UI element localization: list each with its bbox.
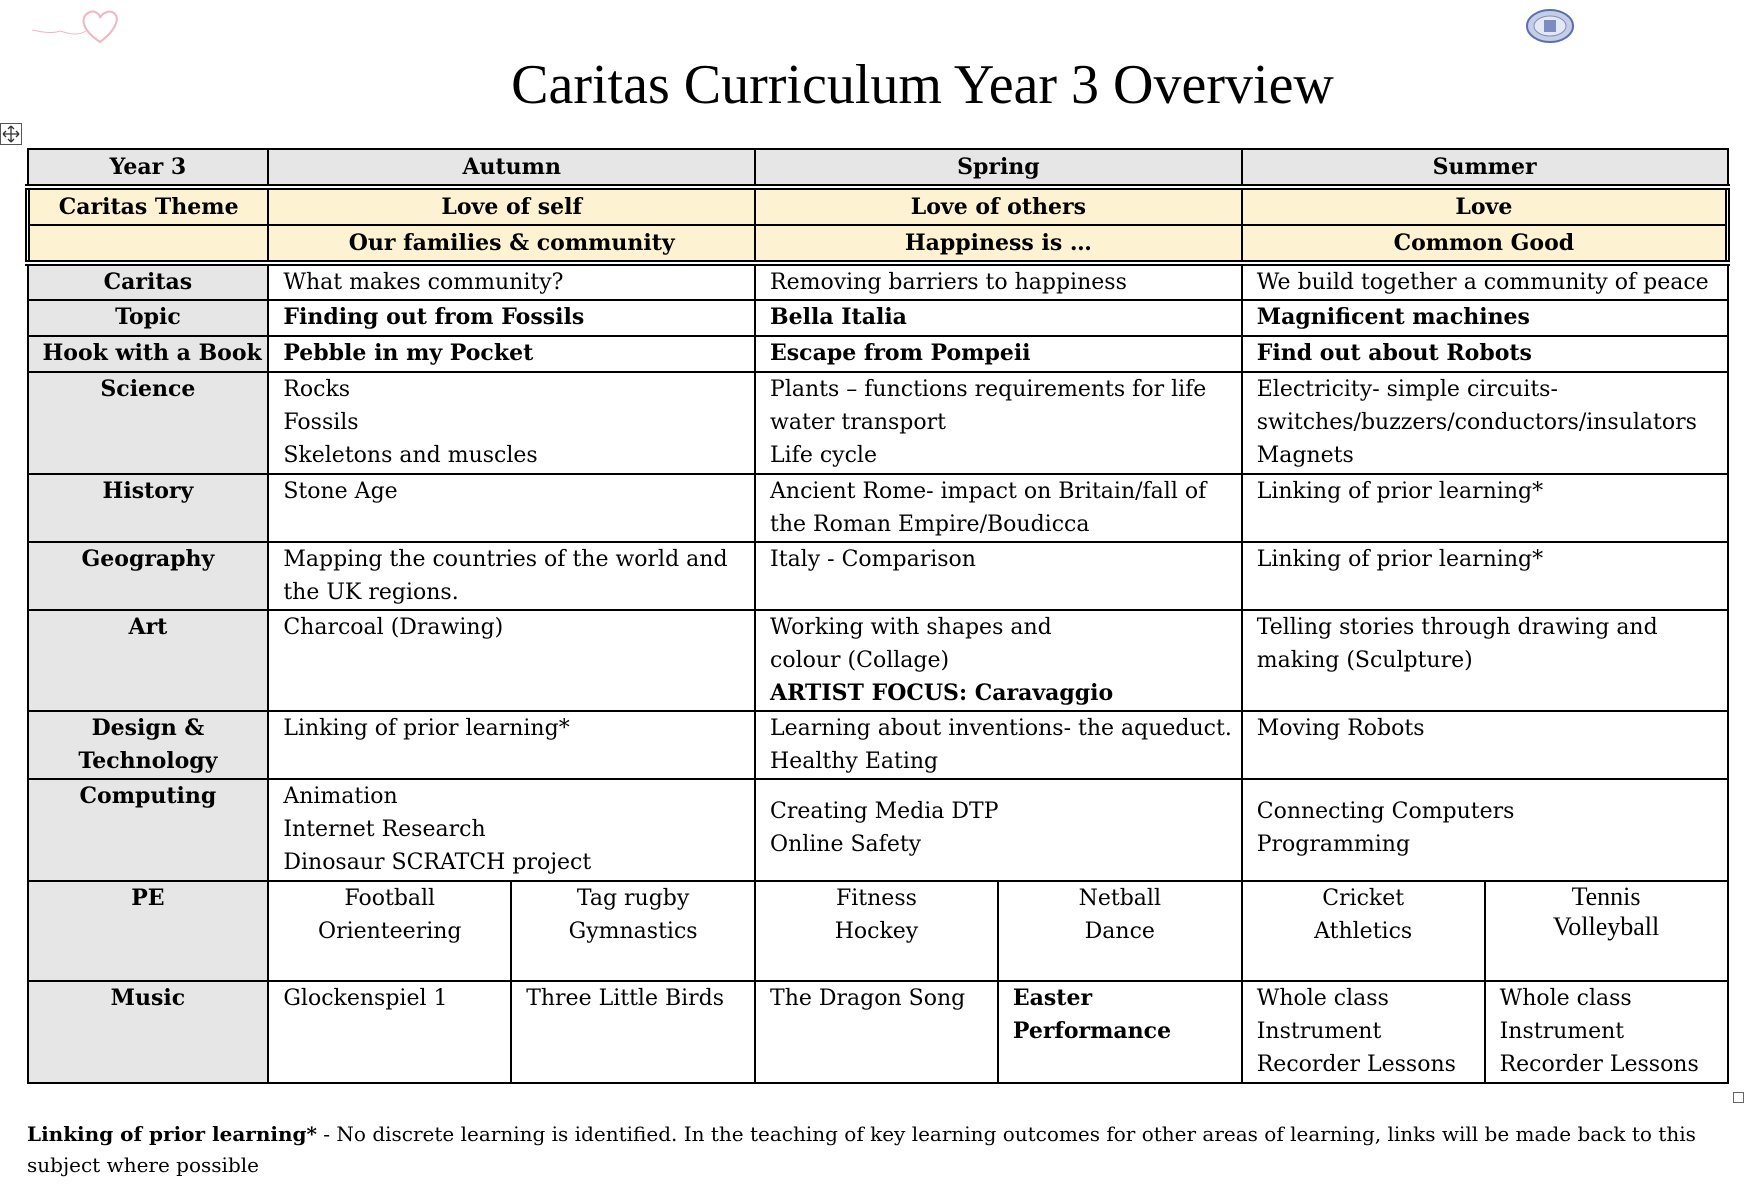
science-spring-line: Life cycle xyxy=(770,443,877,468)
science-autumn-line: Skeletons and muscles xyxy=(283,443,538,468)
summer-header: Summer xyxy=(1242,149,1728,187)
pe-activity: Fitness xyxy=(835,886,917,911)
row-label-music: Music xyxy=(28,981,269,1083)
autumn-header: Autumn xyxy=(268,149,755,187)
table-resize-handle[interactable] xyxy=(1733,1092,1744,1103)
science-summer-line: switches/buzzers/conductors/insulators xyxy=(1256,410,1697,435)
year-header: Year 3 xyxy=(28,149,269,187)
history-spring-line: Ancient Rome- impact on Britain/fall of xyxy=(770,479,1207,504)
caritas-autumn: What makes community? xyxy=(268,263,755,300)
dt-summer: Moving Robots xyxy=(1242,711,1728,779)
geography-autumn-line: Mapping the countries of the world and xyxy=(283,547,728,572)
theme-row xyxy=(28,187,1728,225)
topic-row xyxy=(28,300,1728,336)
row-label-history: History xyxy=(28,474,269,542)
pe-spring-2 xyxy=(998,881,1242,981)
row-label-caritas: Caritas xyxy=(28,263,269,300)
footnote-term: Linking of prior learning* xyxy=(27,1122,317,1146)
geography-autumn xyxy=(268,542,755,610)
pe-activity: Gymnastics xyxy=(568,919,698,944)
history-spring-line: the Roman Empire/Boudicca xyxy=(770,512,1090,537)
theme-row-2 xyxy=(28,225,1728,263)
music-summer-1-line: Recorder Lessons xyxy=(1256,1052,1456,1077)
pe-activity: Orienteering xyxy=(318,919,462,944)
computing-summer-line: Programming xyxy=(1256,832,1411,857)
row-label-hook: Hook with a Book xyxy=(28,336,269,372)
art-spring-line: Working with shapes and xyxy=(770,615,1052,640)
dt-spring-line: Learning about inventions- the aqueduct. xyxy=(770,716,1232,741)
pe-activity: Netball xyxy=(1078,886,1161,911)
row-label-computing: Computing xyxy=(28,779,269,881)
dt-autumn: Linking of prior learning* xyxy=(268,711,755,779)
caritas-spring: Removing barriers to happiness xyxy=(755,263,1242,300)
pe-summer-1 xyxy=(1242,881,1485,981)
pe-activity: Tag rugby xyxy=(576,886,690,911)
topic-autumn: Finding out from Fossils xyxy=(268,300,755,336)
music-summer-2 xyxy=(1485,981,1728,1083)
pe-activity: Hockey xyxy=(834,919,919,944)
pe-activity: Cricket xyxy=(1322,886,1405,911)
pe-autumn-2 xyxy=(511,881,755,981)
computing-spring xyxy=(755,779,1242,881)
music-spring-2-line: Performance xyxy=(1012,1018,1172,1044)
music-summer-1-line: Whole class xyxy=(1256,986,1389,1011)
hook-autumn: Pebble in my Pocket xyxy=(268,336,755,372)
theme-spring: Love of others xyxy=(755,187,1242,225)
hook-spring: Escape from Pompeii xyxy=(755,336,1242,372)
dt-label-line: Technology xyxy=(78,748,218,774)
computing-autumn-line: Internet Research xyxy=(283,817,486,842)
caritas-summer: We build together a community of peace xyxy=(1242,263,1728,300)
artist-focus: ARTIST FOCUS: Caravaggio xyxy=(770,680,1114,706)
caritas-row xyxy=(28,263,1728,300)
geography-summer: Linking of prior learning* xyxy=(1242,542,1728,610)
computing-spring-line: Online Safety xyxy=(770,832,922,857)
pe-spring-1 xyxy=(755,881,998,981)
dt-label-line: Design & xyxy=(91,715,205,741)
computing-row xyxy=(28,779,1728,881)
computing-autumn xyxy=(268,779,755,881)
header-row xyxy=(28,149,1728,187)
science-spring xyxy=(755,372,1242,474)
art-spring xyxy=(755,610,1242,711)
theme-autumn-2: Our families & community xyxy=(268,225,755,263)
hook-row xyxy=(28,336,1728,372)
music-summer-1-line: Instrument xyxy=(1256,1019,1382,1044)
pe-summer-2 xyxy=(1485,881,1728,981)
geography-spring: Italy - Comparison xyxy=(755,542,1242,610)
music-autumn-2: Three Little Birds xyxy=(511,981,755,1083)
pe-row xyxy=(28,881,1728,981)
science-summer xyxy=(1242,372,1728,474)
computing-summer xyxy=(1242,779,1728,881)
music-summer-2-line: Instrument xyxy=(1499,1019,1625,1044)
science-autumn xyxy=(268,372,755,474)
row-label-dt xyxy=(28,711,269,779)
pe-activity: Football xyxy=(344,886,436,911)
science-spring-line: Plants – functions requirements for life xyxy=(770,377,1207,402)
theme-summer-2: Common Good xyxy=(1242,225,1728,263)
heart-logo xyxy=(30,6,120,46)
computing-summer-line: Connecting Computers xyxy=(1256,799,1515,824)
history-row xyxy=(28,474,1728,542)
row-label-geography: Geography xyxy=(28,542,269,610)
row-label-pe: PE xyxy=(28,881,269,981)
music-spring-2 xyxy=(998,981,1242,1083)
pe-activity: Dance xyxy=(1084,919,1155,944)
page-title: Caritas Curriculum Year 3 Overview xyxy=(511,54,1334,116)
footnote-text: - No discrete learning is identified. In the teaching of key learning outcomes for other areas of learning, links will be made back to this subject where possible xyxy=(27,1122,1696,1177)
footnote xyxy=(27,1119,1737,1181)
spring-header: Spring xyxy=(755,149,1242,187)
geography-autumn-line: the UK regions. xyxy=(283,580,459,605)
hook-summer: Find out about Robots xyxy=(1242,336,1728,372)
dt-row xyxy=(28,711,1728,779)
art-summer-line: Telling stories through drawing and xyxy=(1256,615,1658,640)
school-crest-icon xyxy=(1525,8,1575,44)
history-summer: Linking of prior learning* xyxy=(1242,474,1728,542)
history-autumn: Stone Age xyxy=(268,474,755,542)
music-autumn-1: Glockenspiel 1 xyxy=(268,981,511,1083)
pe-activity: Athletics xyxy=(1314,919,1413,944)
topic-summer: Magnificent machines xyxy=(1242,300,1728,336)
art-spring-line: colour (Collage) xyxy=(770,648,950,673)
science-summer-line: Magnets xyxy=(1256,443,1354,468)
art-summer-line: making (Sculpture) xyxy=(1256,648,1473,673)
pe-activity: Tennis xyxy=(1571,882,1641,911)
science-autumn-line: Rocks xyxy=(283,377,351,402)
theme-summer: Love xyxy=(1242,187,1728,225)
table-move-handle[interactable] xyxy=(0,123,22,145)
dt-spring xyxy=(755,711,1242,779)
music-summer-2-line: Recorder Lessons xyxy=(1499,1052,1699,1077)
curriculum-table xyxy=(25,148,1730,1084)
theme-autumn: Love of self xyxy=(268,187,755,225)
topic-spring: Bella Italia xyxy=(755,300,1242,336)
row-label-art: Art xyxy=(28,610,269,711)
art-row xyxy=(28,610,1728,711)
pe-activity: Volleyball xyxy=(1552,912,1660,941)
theme-label: Caritas Theme xyxy=(28,187,269,225)
computing-autumn-line: Dinosaur SCRATCH project xyxy=(283,850,592,875)
science-summer-line: Electricity- simple circuits- xyxy=(1256,377,1558,402)
row-label-science: Science xyxy=(28,372,269,474)
row-label-topic: Topic xyxy=(28,300,269,336)
science-autumn-line: Fossils xyxy=(283,410,359,435)
pe-autumn-1 xyxy=(268,881,511,981)
music-summer-2-line: Whole class xyxy=(1499,986,1632,1011)
theme-label-blank xyxy=(28,225,269,263)
dt-spring-line: Healthy Eating xyxy=(770,749,939,774)
music-row xyxy=(28,981,1728,1083)
music-spring-2-line: Easter xyxy=(1012,985,1093,1011)
history-spring xyxy=(755,474,1242,542)
geography-row xyxy=(28,542,1728,610)
science-spring-line: water transport xyxy=(770,410,946,435)
art-autumn: Charcoal (Drawing) xyxy=(268,610,755,711)
computing-spring-line: Creating Media DTP xyxy=(770,799,999,824)
art-summer xyxy=(1242,610,1728,711)
computing-autumn-line: Animation xyxy=(283,784,398,809)
theme-spring-2: Happiness is … xyxy=(755,225,1242,263)
music-spring-1: The Dragon Song xyxy=(755,981,998,1083)
science-row xyxy=(28,372,1728,474)
music-summer-1 xyxy=(1242,981,1485,1083)
